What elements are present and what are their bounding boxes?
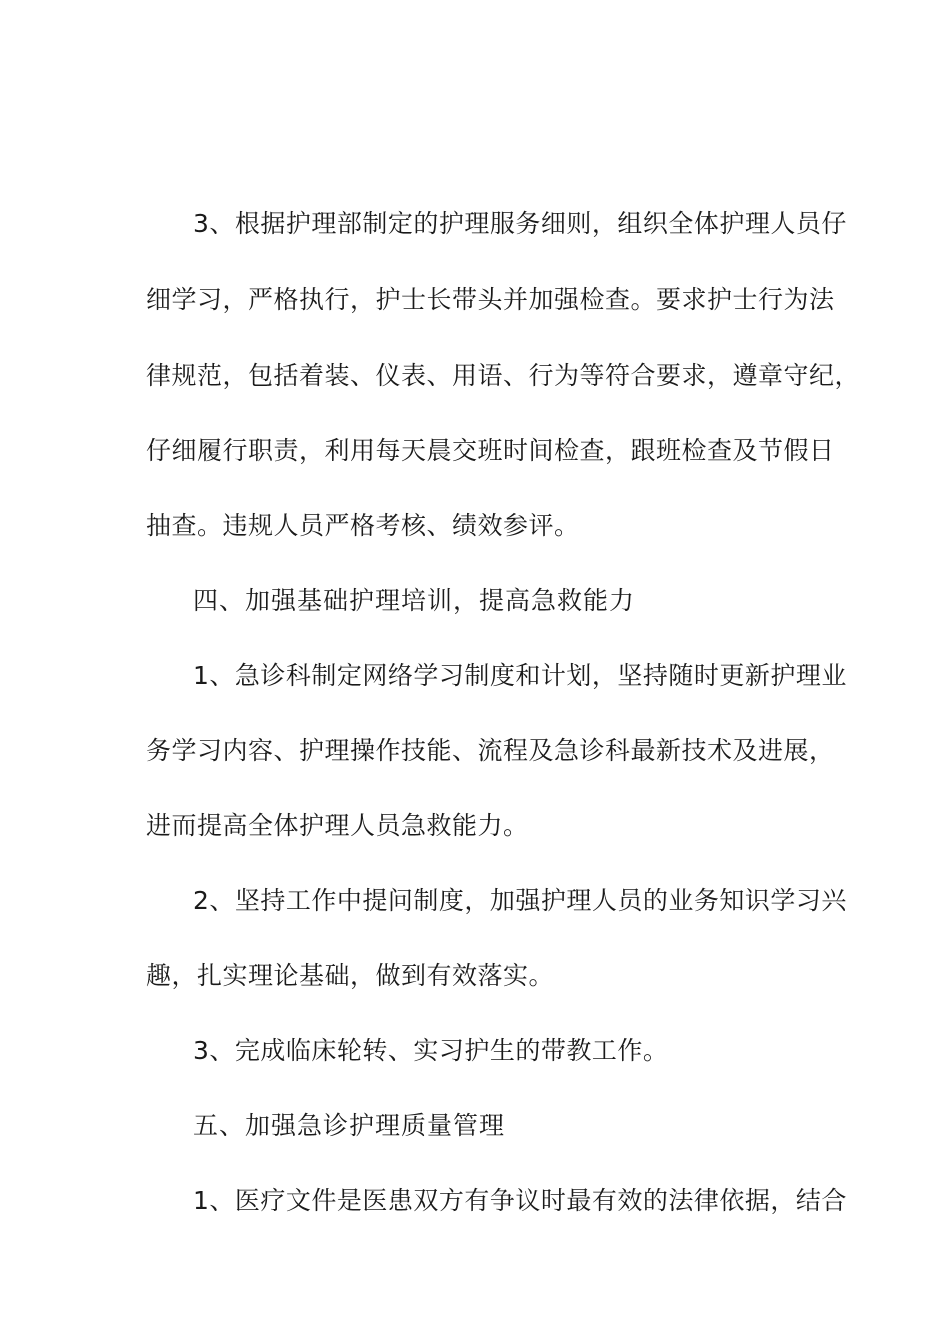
item-5-1-line-1: 1、医疗文件是医患双方有争议时最有效的法律依据，结合 xyxy=(193,1186,847,1215)
paragraph-3-line-2: 细学习，严格执行，护士长带头并加强检查。要求护士行为法 xyxy=(146,285,835,314)
item-1-line-3: 进而提高全体护理人员急救能力。 xyxy=(146,811,529,840)
item-2-line-1: 2、坚持工作中提问制度，加强护理人员的业务知识学习兴 xyxy=(193,886,847,915)
section-heading-4: 四、加强基础护理培训，提高急救能力 xyxy=(193,586,636,615)
paragraph-3-line-1: 3、根据护理部制定的护理服务细则，组织全体护理人员仔 xyxy=(193,209,847,238)
paragraph-3-line-3: 律规范，包括着装、仪表、用语、行为等符合要求，遵章守纪， xyxy=(146,361,861,390)
item-1-line-2: 务学习内容、护理操作技能、流程及急诊科最新技术及进展， xyxy=(146,736,835,765)
item-1-line-1: 1、急诊科制定网络学习制度和计划，坚持随时更新护理业 xyxy=(193,661,847,690)
paragraph-3-line-5: 抽查。违规人员严格考核、绩效参评。 xyxy=(146,511,580,540)
item-2-line-2: 趣，扎实理论基础，做到有效落实。 xyxy=(146,961,555,990)
paragraph-3-line-4: 仔细履行职责，利用每天晨交班时间检查，跟班检查及节假日 xyxy=(146,436,835,465)
item-3-line-1: 3、完成临床轮转、实习护生的带教工作。 xyxy=(193,1036,669,1065)
section-heading-5: 五、加强急诊护理质量管理 xyxy=(193,1111,506,1140)
